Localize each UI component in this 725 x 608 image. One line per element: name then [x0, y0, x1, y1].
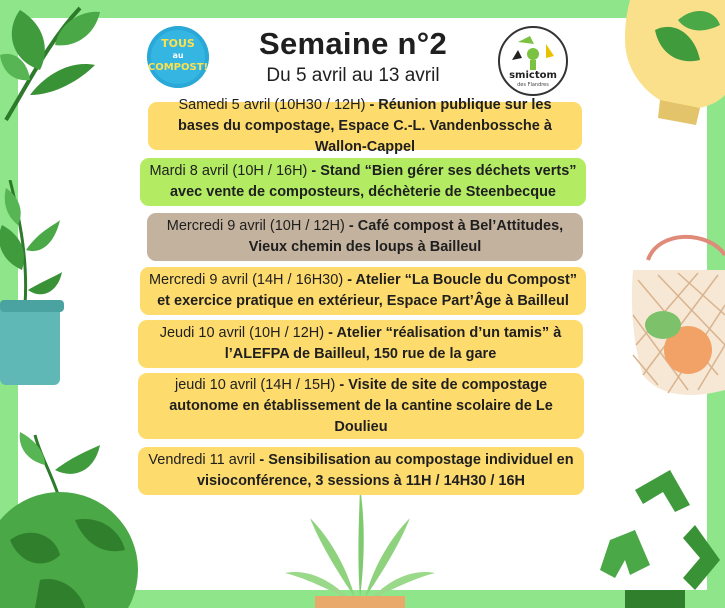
- event-description: - Atelier “La Boucle du Compost” et exercice pratique en extérieur, Espace Part’Âge à Bailleul: [157, 272, 578, 309]
- event-card: [138, 320, 583, 368]
- event-description: - Sensibilisation au compostage individuel en visioconférence, 3 sessions à 11H / 14H30 / 16H: [196, 452, 574, 489]
- event-description: - Réunion publique sur les bases du compostage, Espace C.-L. Vandenbossche à Wallon-Cappel: [178, 96, 552, 155]
- event-date: Mercredi 9 avril (14H / 16H30): [148, 272, 348, 288]
- event-description: - Café compost à Bel’Attitudes, Vieux chemin des loups à Bailleul: [248, 218, 564, 255]
- event-date: Vendredi 11 avril: [148, 452, 260, 468]
- event-date: Jeudi 10 avril (10H / 12H): [159, 325, 329, 341]
- event-date: Samedi 5 avril (10H30 / 12H): [178, 96, 370, 113]
- event-description: - Visite de site de compostage autonome en établissement de la cantine scolaire de Le Doulieu: [169, 376, 553, 435]
- event-date: Mercredi 9 avril (10H / 12H): [166, 218, 349, 234]
- event-date: jeudi 10 avril (14H / 15H): [174, 376, 340, 393]
- event-card: [140, 267, 586, 315]
- logo-right-tagline: des Flandres: [517, 82, 549, 88]
- logo-left-line1: TOUS: [161, 37, 195, 50]
- event-description: - Atelier “réalisation d’un tamis” à l’ALEFPA de Bailleul, 150 rue de la gare: [224, 325, 562, 362]
- event-card: [138, 447, 584, 495]
- page-subtitle: Du 5 avril au 13 avril: [266, 65, 440, 86]
- event-card: [140, 158, 586, 206]
- event-date: Mardi 8 avril (10H / 16H): [149, 163, 312, 179]
- event-card: [147, 213, 583, 261]
- page-title: Semaine n°2: [259, 26, 447, 61]
- logo-right-name: smictom: [509, 70, 557, 81]
- logo-left-line3: COMPOST!: [147, 62, 209, 73]
- event-card: [138, 373, 584, 439]
- event-description: - Stand “Bien gérer ses déchets verts” avec vente de composteurs, déchèterie de Steenbecque: [169, 163, 577, 200]
- logo-left-line2: au: [172, 51, 184, 60]
- event-card: [148, 96, 582, 155]
